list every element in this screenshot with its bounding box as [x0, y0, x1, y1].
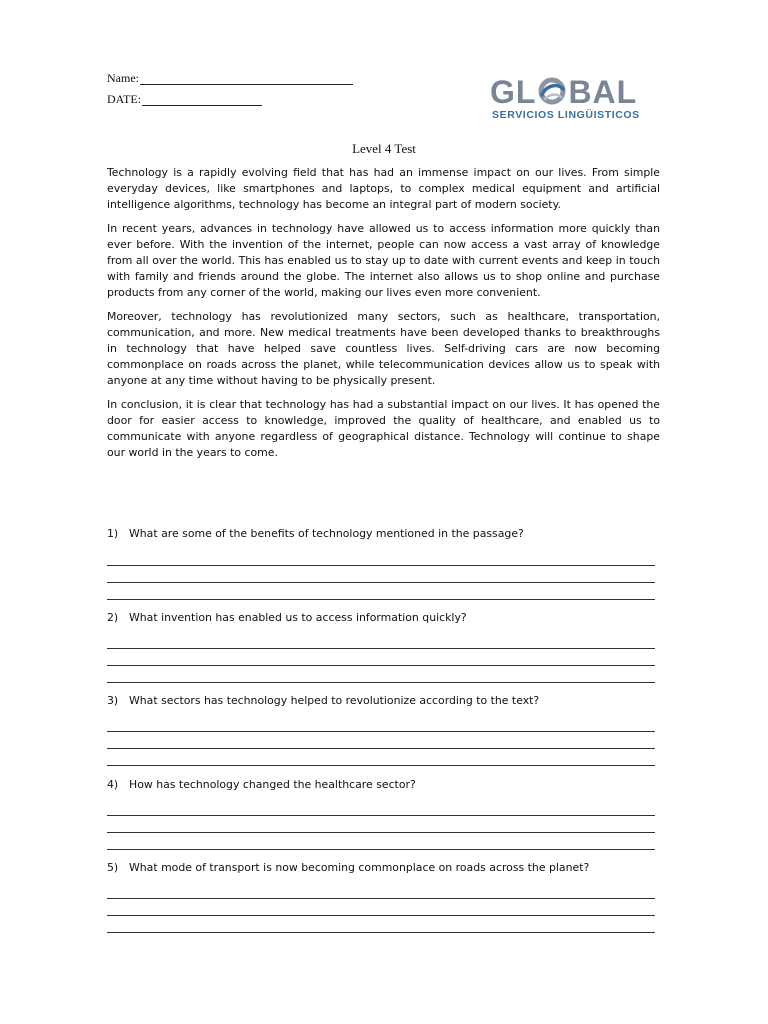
- reading-passage: [107, 165, 660, 468]
- question-4: [107, 778, 667, 792]
- logo-subtitle: SERVICIOS LINGÜISTICOS: [492, 109, 640, 121]
- question-number: 1): [107, 527, 119, 540]
- date-label: DATE:: [107, 92, 141, 106]
- logo-text-start: GL: [490, 74, 537, 110]
- name-blank-line[interactable]: [140, 72, 353, 85]
- answer-line[interactable]: [107, 748, 655, 749]
- global-logo: [490, 76, 660, 124]
- answer-line[interactable]: [107, 832, 655, 833]
- answer-line[interactable]: [107, 765, 655, 766]
- question-number: 5): [107, 861, 119, 874]
- question-number: 4): [107, 778, 119, 791]
- question-1: [107, 527, 667, 541]
- page-title: Level 4 Test: [352, 141, 416, 156]
- logo-wordmark: [490, 76, 637, 108]
- question-number: 3): [107, 694, 119, 707]
- answer-line[interactable]: [107, 849, 655, 850]
- passage-paragraph: In recent years, advances in technology have allowed us to access information more quickly than ever before. With the invention of the internet, people can now access a vast array of knowledge from all over the world. This has enabled us to stay up to date with current events and keep in touch with family and friends around the globe. The internet also allows us to shop online and purchase products from any corner of the world, making our lives even more convenient.: [107, 221, 660, 300]
- question-number: 2): [107, 611, 119, 624]
- answer-line[interactable]: [107, 648, 655, 649]
- question-3: [107, 694, 667, 708]
- question-text: How has technology changed the healthcare sector?: [129, 778, 416, 791]
- question-text: What are some of the benefits of technology mentioned in the passage?: [129, 527, 524, 540]
- passage-paragraph: Moreover, technology has revolutionized many sectors, such as healthcare, transportation, communication, and more. New medical treatments have been developed thanks to breakthroughs in technology that have helped save countless lives. Self-driving cars are now becoming commonplace on roads across the planet, while telecommunication devices allow us to speak with anyone at any time without having to be physically present.: [107, 309, 660, 388]
- passage-paragraph: Technology is a rapidly evolving field that has had an immense impact on our lives. From simple everyday devices, like smartphones and laptops, to complex medical equipment and artificial intelligence algorithms, technology has become an integral part of modern society.: [107, 166, 660, 212]
- passage-paragraph: In conclusion, it is clear that technology has had a substantial impact on our lives. It has opened the door for easier access to knowledge, improved the quality of healthcare, and enabled us to communicate with anyone regardless of geographical distance. Technology will continue to shape our world in the years to come.: [107, 397, 660, 460]
- answer-line[interactable]: [107, 599, 655, 600]
- answer-line[interactable]: [107, 898, 655, 899]
- logo-text-end: BAL: [568, 74, 638, 110]
- answer-line[interactable]: [107, 565, 655, 566]
- question-2: [107, 611, 667, 625]
- question-text: What mode of transport is now becoming commonplace on roads across the planet?: [129, 861, 590, 874]
- name-field[interactable]: [107, 71, 353, 85]
- answer-line[interactable]: [107, 582, 655, 583]
- question-text: What invention has enabled us to access information quickly?: [129, 611, 467, 624]
- globe-swirl-icon: [536, 77, 568, 103]
- date-blank-line[interactable]: [142, 93, 262, 106]
- date-field[interactable]: [107, 92, 262, 106]
- answer-line[interactable]: [107, 665, 655, 666]
- answer-line[interactable]: [107, 815, 655, 816]
- answer-line[interactable]: [107, 932, 655, 933]
- question-5: [107, 861, 667, 875]
- name-label: Name:: [107, 71, 139, 85]
- answer-line[interactable]: [107, 915, 655, 916]
- answer-line[interactable]: [107, 682, 655, 683]
- question-text: What sectors has technology helped to revolutionize according to the text?: [129, 694, 540, 707]
- answer-line[interactable]: [107, 731, 655, 732]
